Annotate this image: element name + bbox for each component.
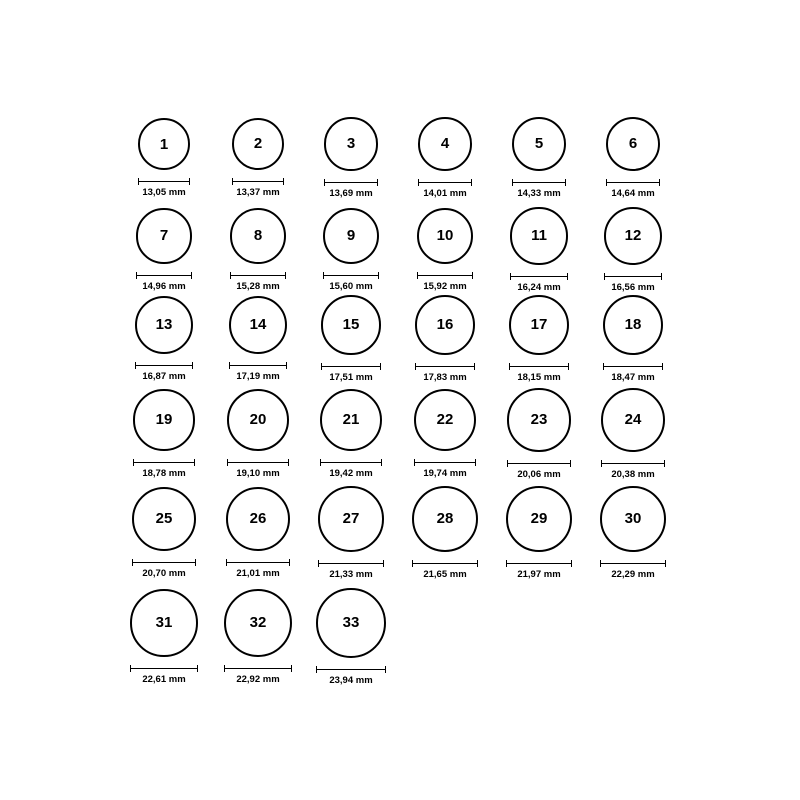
ring-circle [415, 295, 475, 355]
ring-diameter-label: 14,64 mm [611, 188, 655, 200]
dimension-line-icon [323, 272, 379, 279]
ring-size-item [119, 487, 209, 579]
dimension-tick-icon [192, 362, 193, 369]
ring-diameter-measure [230, 272, 286, 292]
dimension-line-icon [506, 560, 572, 567]
ring-size-number: 6 [628, 135, 638, 153]
ring-size-item [213, 296, 303, 382]
dimension-tick-icon [662, 363, 663, 370]
ring-size-number: 19 [155, 411, 173, 429]
ring-diameter-label: 18,15 mm [517, 372, 561, 384]
dimension-tick-icon [191, 272, 192, 279]
ring-size-item [119, 296, 209, 382]
ring-diameter-measure [226, 559, 291, 579]
ring-size-number: 29 [530, 510, 548, 528]
ring-diameter-label: 22,29 mm [611, 569, 655, 581]
ring-diameter-measure [601, 460, 665, 480]
ring-size-number: 18 [624, 316, 642, 334]
dimension-tick-icon [288, 459, 289, 466]
ring-circle [227, 389, 289, 451]
dimension-tick-icon [565, 179, 566, 186]
dimension-tick-icon [567, 273, 568, 280]
ring-size-number: 13 [155, 316, 173, 334]
ring-diameter-measure [132, 559, 196, 579]
dimension-tick-icon [283, 178, 284, 185]
dimension-line-icon [512, 179, 566, 186]
ring-circle [324, 117, 377, 170]
ring-circle [133, 389, 194, 450]
ring-diameter-label: 14,33 mm [517, 188, 561, 200]
dimension-tick-icon [377, 179, 378, 186]
ring-diameter-measure [130, 665, 197, 685]
ring-circle [132, 487, 196, 551]
ring-size-item [494, 207, 584, 292]
ring-circle [418, 117, 472, 171]
ring-diameter-measure [509, 363, 569, 383]
ring-size-item [588, 388, 678, 479]
ring-diameter-label: 17,83 mm [423, 371, 467, 383]
dimension-line-icon [417, 272, 474, 279]
dimension-line-icon [507, 460, 570, 467]
ring-size-number: 32 [249, 614, 267, 632]
dimension-tick-icon [189, 178, 190, 185]
ring-diameter-measure [323, 272, 379, 292]
ring-size-number: 28 [436, 510, 454, 528]
ring-diameter-measure [316, 666, 386, 686]
ring-size-number: 7 [159, 227, 169, 245]
ring-circle [512, 117, 566, 171]
dimension-line-icon [136, 272, 191, 279]
ring-diameter-measure [606, 179, 661, 199]
dimension-line-icon [318, 560, 383, 567]
ring-diameter-measure [138, 178, 190, 198]
dimension-tick-icon [474, 363, 475, 370]
ring-diameter-measure [412, 560, 478, 580]
dimension-line-icon [227, 459, 289, 466]
dimension-line-icon [418, 179, 472, 186]
dimension-line-icon [132, 559, 196, 566]
dimension-tick-icon [570, 460, 571, 467]
ring-diameter-measure [232, 178, 285, 198]
dimension-tick-icon [475, 459, 476, 466]
dimension-line-icon [414, 459, 477, 466]
ring-size-number: 3 [346, 135, 356, 153]
dimension-tick-icon [664, 460, 665, 467]
ring-size-number: 9 [346, 227, 356, 245]
ring-circle [603, 295, 664, 356]
dimension-tick-icon [477, 560, 478, 567]
ring-circle [320, 389, 382, 451]
ring-circle [136, 208, 191, 263]
ring-size-number: 4 [440, 135, 450, 153]
ring-diameter-measure [507, 460, 570, 480]
ring-diameter-label: 18,47 mm [611, 372, 655, 384]
dimension-line-icon [320, 459, 382, 466]
ring-size-item [588, 117, 678, 199]
dimension-tick-icon [289, 559, 290, 566]
ring-size-number: 16 [436, 316, 454, 334]
ring-diameter-label: 15,60 mm [329, 281, 373, 293]
ring-size-item [494, 388, 584, 479]
ring-diameter-label: 15,28 mm [236, 280, 280, 292]
ring-diameter-label: 13,05 mm [142, 187, 186, 198]
ring-diameter-measure [415, 363, 475, 383]
dimension-line-icon [133, 459, 194, 466]
ring-circle [604, 207, 662, 265]
dimension-line-icon [226, 559, 291, 566]
ring-size-number: 5 [534, 135, 544, 153]
dimension-line-icon [601, 460, 665, 467]
ring-size-item [213, 487, 303, 579]
ring-diameter-measure [224, 665, 292, 685]
dimension-tick-icon [471, 179, 472, 186]
ring-circle [226, 487, 291, 552]
ring-diameter-label: 22,61 mm [142, 673, 186, 685]
dimension-line-icon [604, 273, 662, 280]
dimension-tick-icon [380, 363, 381, 370]
ring-size-item [306, 389, 396, 479]
ring-circle [600, 486, 667, 553]
ring-size-number: 31 [155, 614, 173, 632]
ring-size-number: 21 [342, 411, 360, 429]
ring-diameter-measure [604, 273, 662, 293]
ring-diameter-label: 17,51 mm [329, 371, 373, 383]
dimension-tick-icon [472, 272, 473, 279]
ring-size-item [588, 486, 678, 580]
ring-circle [318, 486, 383, 551]
ring-diameter-measure [321, 363, 380, 383]
dimension-tick-icon [291, 665, 292, 672]
dimension-line-icon [606, 179, 661, 186]
dimension-line-icon [135, 362, 193, 369]
ring-size-item [119, 118, 209, 198]
ring-circle [323, 208, 379, 264]
ring-diameter-label: 20,38 mm [611, 468, 655, 480]
ring-size-item [400, 208, 490, 292]
ring-size-item [400, 389, 490, 479]
dimension-tick-icon [659, 179, 660, 186]
ring-size-number: 33 [342, 614, 360, 632]
ring-size-item [494, 295, 584, 383]
ring-diameter-label: 14,96 mm [142, 280, 186, 292]
ring-diameter-label: 23,94 mm [329, 674, 373, 686]
ring-diameter-label: 19,42 mm [329, 468, 373, 480]
ring-circle [229, 296, 288, 355]
ring-diameter-label: 22,92 mm [236, 673, 280, 685]
ring-circle [316, 588, 386, 658]
ring-size-item [494, 486, 584, 580]
dimension-line-icon [316, 666, 386, 673]
dimension-line-icon [232, 178, 285, 185]
ring-size-item [213, 389, 303, 478]
ring-size-number: 23 [530, 411, 548, 429]
ring-size-number: 15 [342, 316, 360, 334]
ring-size-number: 25 [155, 510, 173, 528]
ring-diameter-measure [418, 179, 472, 199]
ring-diameter-label: 21,65 mm [423, 568, 467, 580]
ring-size-item [119, 389, 209, 478]
ring-diameter-measure [600, 560, 667, 580]
ring-circle [601, 388, 665, 452]
ring-diameter-measure [510, 273, 567, 293]
ring-diameter-label: 21,33 mm [329, 568, 373, 580]
ring-circle [506, 486, 572, 552]
dimension-line-icon [321, 363, 380, 370]
ring-circle [135, 296, 193, 354]
ring-circle [606, 117, 661, 172]
dimension-line-icon [324, 179, 377, 186]
ring-diameter-measure [414, 459, 477, 479]
ring-circle [224, 589, 292, 657]
ring-circle [138, 118, 190, 170]
ring-diameter-measure [135, 362, 193, 382]
dimension-line-icon [509, 363, 569, 370]
dimension-tick-icon [665, 560, 666, 567]
ring-size-number: 2 [253, 135, 263, 153]
ring-size-item [400, 117, 490, 198]
ring-diameter-measure [133, 459, 194, 479]
dimension-line-icon [510, 273, 567, 280]
ring-circle [321, 295, 380, 354]
ring-diameter-measure [512, 179, 566, 199]
dimension-tick-icon [195, 559, 196, 566]
ring-size-number: 26 [249, 510, 267, 528]
ring-diameter-measure [417, 272, 474, 292]
ring-size-item [213, 589, 303, 684]
dimension-tick-icon [568, 363, 569, 370]
ring-size-item [400, 295, 490, 382]
ring-diameter-label: 19,74 mm [423, 468, 467, 480]
ring-size-item [588, 295, 678, 383]
ring-size-number: 17 [530, 316, 548, 334]
ring-size-item [213, 208, 303, 291]
dimension-tick-icon [383, 560, 384, 567]
ring-size-number: 10 [436, 227, 454, 245]
ring-diameter-label: 16,56 mm [611, 281, 655, 293]
ring-size-item [119, 208, 209, 291]
ring-diameter-measure [603, 363, 664, 383]
ring-diameter-measure [229, 362, 288, 382]
dimension-line-icon [412, 560, 478, 567]
ring-size-number: 12 [624, 227, 642, 245]
dimension-line-icon [415, 363, 475, 370]
ring-circle [510, 207, 567, 264]
ring-diameter-measure [320, 459, 382, 479]
ring-diameter-measure [136, 272, 191, 292]
ring-diameter-label: 21,97 mm [517, 569, 561, 581]
ring-diameter-label: 20,06 mm [517, 468, 561, 480]
dimension-tick-icon [571, 560, 572, 567]
ring-diameter-label: 16,24 mm [517, 281, 561, 293]
ring-diameter-label: 18,78 mm [142, 467, 186, 479]
ring-size-item [400, 486, 490, 579]
ring-size-item [213, 118, 303, 198]
ring-diameter-label: 19,10 mm [236, 467, 280, 479]
ring-size-item [119, 589, 209, 684]
ring-size-number: 22 [436, 411, 454, 429]
ring-size-number: 11 [531, 227, 547, 245]
dimension-line-icon [230, 272, 286, 279]
dimension-tick-icon [194, 459, 195, 466]
ring-diameter-measure [324, 179, 377, 199]
dimension-tick-icon [661, 273, 662, 280]
dimension-tick-icon [385, 666, 386, 673]
ring-size-item [306, 486, 396, 579]
ring-size-number: 14 [249, 316, 267, 334]
ring-diameter-measure [506, 560, 572, 580]
dimension-tick-icon [285, 272, 286, 279]
dimension-line-icon [130, 665, 197, 672]
ring-size-number: 24 [624, 411, 642, 429]
dimension-tick-icon [197, 665, 198, 672]
ring-diameter-label: 21,01 mm [236, 568, 280, 580]
ring-size-item [494, 117, 584, 199]
dimension-tick-icon [286, 362, 287, 369]
ring-circle [417, 208, 474, 265]
ring-circle [232, 118, 285, 171]
ring-size-item [306, 117, 396, 198]
ring-diameter-measure [227, 459, 289, 479]
ring-size-item [306, 208, 396, 292]
ring-circle [130, 589, 197, 656]
ring-size-number: 8 [253, 227, 263, 245]
ring-diameter-label: 13,37 mm [236, 187, 280, 199]
ring-size-item [306, 295, 396, 382]
ring-size-number: 20 [249, 411, 267, 429]
dimension-line-icon [600, 560, 667, 567]
ring-circle [509, 295, 569, 355]
ring-diameter-label: 14,01 mm [423, 187, 467, 199]
ring-circle [230, 208, 286, 264]
dimension-tick-icon [381, 459, 382, 466]
ring-size-item [306, 588, 396, 685]
dimension-line-icon [603, 363, 664, 370]
ring-circle [412, 486, 478, 552]
ring-diameter-label: 20,70 mm [142, 568, 186, 580]
dimension-line-icon [138, 178, 190, 185]
ring-diameter-label: 16,87 mm [142, 371, 186, 383]
ring-diameter-label: 17,19 mm [236, 371, 280, 383]
ring-size-item [588, 207, 678, 292]
dimension-tick-icon [378, 272, 379, 279]
ring-diameter-measure [318, 560, 383, 580]
dimension-line-icon [224, 665, 292, 672]
dimension-line-icon [229, 362, 288, 369]
ring-size-number: 27 [342, 510, 360, 528]
ring-diameter-label: 13,69 mm [329, 187, 373, 199]
ring-size-number: 1 [159, 135, 169, 153]
ring-circle [507, 388, 570, 451]
ring-diameter-label: 15,92 mm [423, 281, 467, 293]
ring-size-number: 30 [624, 510, 642, 528]
ring-circle [414, 389, 477, 452]
